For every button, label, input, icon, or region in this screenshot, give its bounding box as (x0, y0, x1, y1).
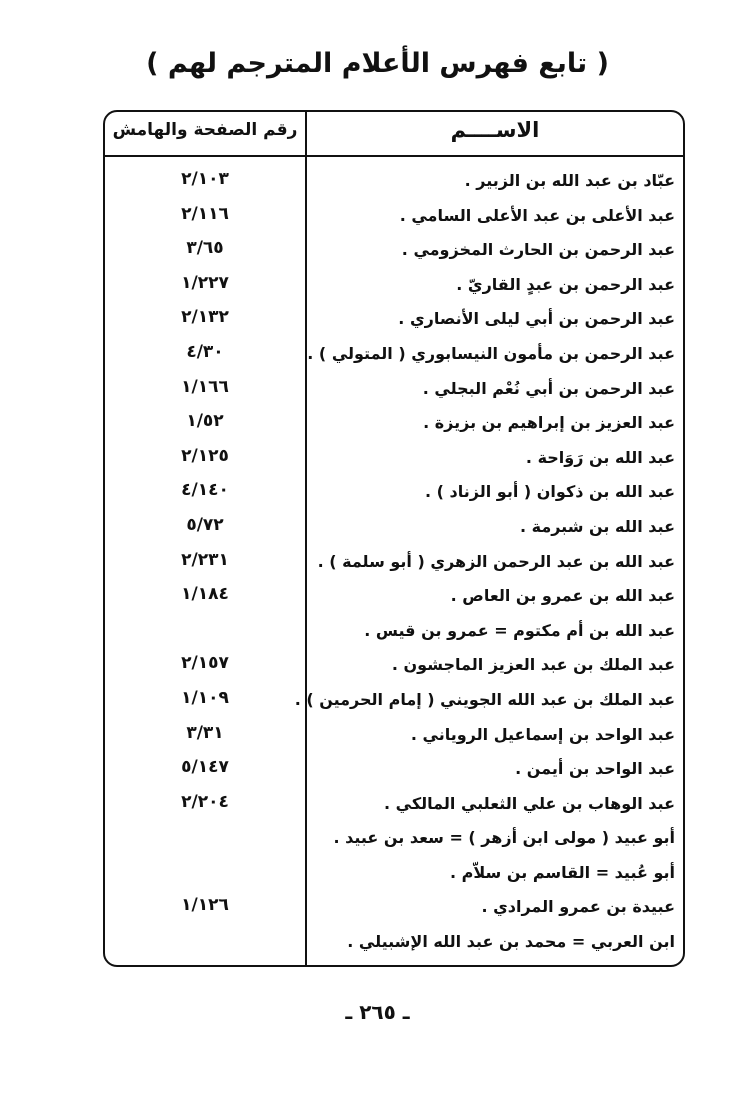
table-row (105, 721, 683, 756)
entry-name: عبد الملك بن عبد الله الجويني ( إمام الحرمين ) . (294, 689, 675, 709)
table-row (105, 582, 683, 617)
entry-page-ref: ٢/١٥٧ (181, 653, 229, 674)
index-table (103, 110, 685, 967)
page-column-header: رقم الصفحة والهامش (112, 120, 298, 140)
table-row (105, 755, 683, 790)
entry-name: عبد الله بن أم مكتوم = عمرو بن قيس . (364, 620, 675, 640)
table-row (105, 167, 683, 202)
table-row (105, 513, 683, 548)
table-row (105, 548, 683, 583)
entry-name: عبد العزيز بن إبراهيم بن بزيزة . (423, 413, 675, 433)
table-row (105, 478, 683, 513)
table-row (105, 375, 683, 410)
entry-page-ref: ٣/٣١ (186, 722, 224, 743)
entry-name: عبد الملك بن عبد العزيز الماجشون . (391, 655, 675, 675)
entry-page-ref: ٢/١٠٣ (181, 169, 229, 189)
table-row (105, 202, 683, 237)
entry-page-ref: ١/١٢٦ (181, 895, 229, 916)
entry-page-ref: ١/٢٢٧ (181, 272, 229, 293)
table-row (105, 859, 683, 894)
entry-name: عبد الله بن شبرمة . (519, 516, 675, 536)
entry-name: ابن العربي = محمد بن عبد الله الإشبيلي . (347, 932, 675, 952)
entry-name: أبو عبيد ( مولى ابن أزهر ) = سعد بن عبيد . (333, 828, 675, 848)
entry-name: أبو عُبيد = القاسم بن سلاّم . (450, 862, 675, 882)
entry-name: عبد الرحمن بن الحارث المخزومي . (401, 240, 675, 260)
entry-page-ref: ٥/١٤٧ (181, 757, 229, 778)
header-divider (105, 155, 683, 157)
entry-name: عبد الأعلى بن عبد الأعلى السامي . (399, 205, 675, 225)
table-row (105, 686, 683, 721)
entry-name: عبد الرحمن بن أبي ليلى الأنصاري . (398, 309, 675, 329)
entry-page-ref: ٤/١٤٠ (181, 480, 229, 501)
page-number: ـ ٢٦٥ ـ (345, 1000, 410, 1024)
entry-name: عبد الله بن عبد الرحمن الزهري ( أبو سلمة ) . (317, 551, 675, 571)
entry-page-ref: ٣/٦٥ (186, 238, 224, 259)
table-row (105, 444, 683, 479)
table-row (105, 651, 683, 686)
entry-page-ref: ٢/١٢٥ (181, 445, 229, 466)
table-row (105, 409, 683, 444)
entry-page-ref: ٢/١١٦ (181, 203, 229, 224)
entry-name: عبد الله بن عمرو بن العاص . (450, 586, 675, 606)
entry-page-ref: ٢/٢٣١ (181, 549, 229, 570)
table-body (105, 167, 683, 963)
table-row (105, 271, 683, 306)
table-row (105, 928, 683, 963)
entry-page-ref: ٢/٢٠٤ (181, 791, 229, 812)
entry-page-ref: ٢/١٣٢ (181, 307, 229, 328)
entry-name: عبد الله بن ذكوان ( أبو الزناد ) . (425, 482, 675, 502)
page-title: ( تابع فهرس الأعلام المترجم لهم ) (146, 48, 609, 79)
entry-page-ref: ١/٥٢ (186, 411, 224, 432)
entry-name: عبد الواحد بن إسماعيل الروياني . (410, 724, 675, 744)
table-row (105, 305, 683, 340)
entry-name: عبّاد بن عبد الله بن الزبير . (464, 171, 675, 190)
table-row (105, 893, 683, 928)
table-row (105, 824, 683, 859)
entry-page-ref: ١/١٦٦ (181, 376, 229, 397)
entry-page-ref: ١/١٠٩ (181, 687, 229, 708)
table-row (105, 790, 683, 825)
entry-name: عبد الرحمن بن عبدٍ القاريّ . (456, 274, 675, 294)
entry-name: عبد الله بن رَوَاحة . (525, 447, 675, 467)
table-row (105, 340, 683, 375)
name-column-header: الاســــم (450, 118, 540, 142)
entry-name: عبد الرحمن بن أبي نُعْم البجلي . (422, 378, 675, 398)
entry-page-ref: ٤/٣٠ (186, 341, 224, 362)
table-row (105, 236, 683, 271)
table-row (105, 617, 683, 652)
entry-name: عبد الرحمن بن مأمون النيسابوري ( المتولي ) . (307, 343, 675, 363)
entry-name: عبد الواحد بن أيمن . (515, 759, 675, 779)
entry-page-ref: ٥/٧٢ (186, 514, 224, 535)
entry-name: عبد الوهاب بن علي الثعلبي المالكي . (384, 793, 675, 813)
entry-page-ref: ١/١٨٤ (181, 584, 229, 605)
entry-name: عبيدة بن عمرو المرادي . (481, 897, 675, 917)
